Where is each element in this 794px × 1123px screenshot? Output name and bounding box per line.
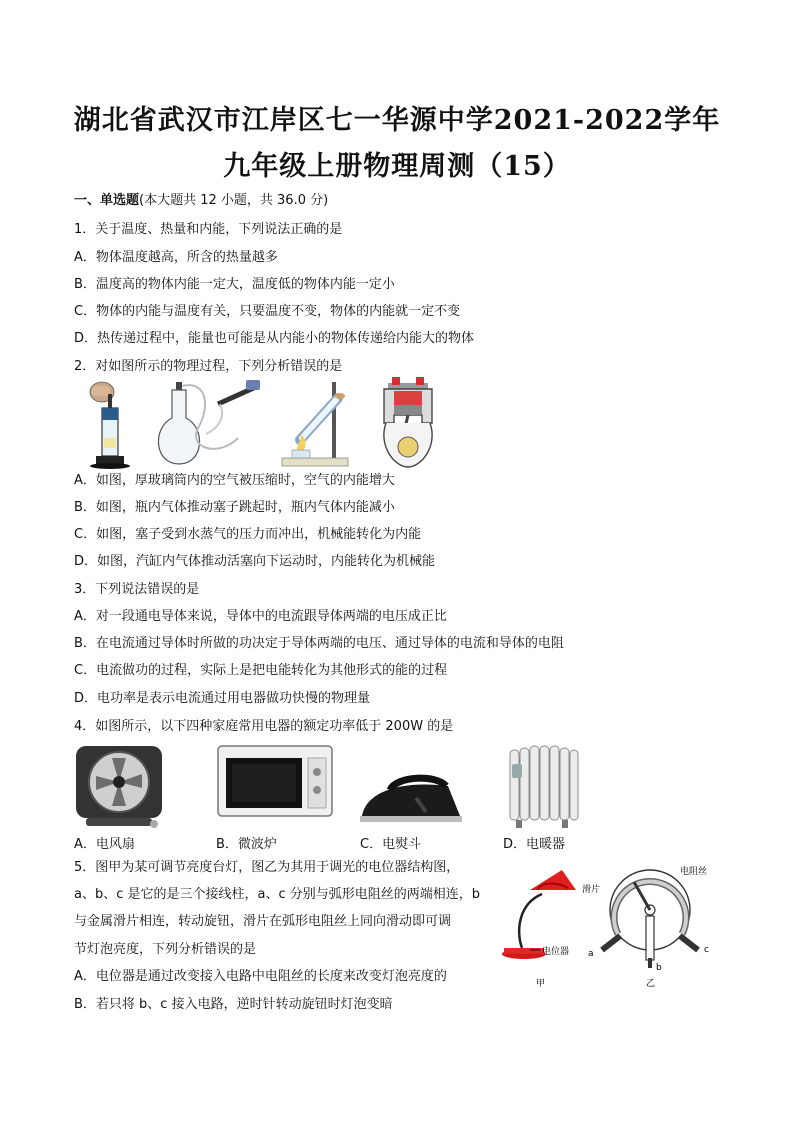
section-title: 一、单选题 <box>74 193 140 208</box>
electric-iron-figure <box>356 772 464 828</box>
q2-option-b: B．如图，瓶内气体推动塞子跳起时，瓶内气体内能减小 <box>74 500 395 515</box>
q3-option-c: C．电流做功的过程，实际上是把电能转化为其他形式的能的过程 <box>74 663 448 678</box>
q1-option-b: B．温度高的物体内能一定大，温度低的物体内能一定小 <box>74 277 395 292</box>
q3-option-b: B．在电流通过导体时所做的功决定于导体两端的电压、通过导体的电流和导体的电阻 <box>74 636 564 651</box>
q4-stem: 4．如图所示，以下四种家庭常用电器的额定功率低于 200W 的是 <box>74 719 454 734</box>
q2-option-a: A．如图，厚玻璃筒内的空气被压缩时，空气的内能增大 <box>74 473 395 488</box>
desk-lamp-drawing <box>502 870 576 959</box>
q4-caption-b: B．微波炉 <box>216 837 277 852</box>
section-heading <box>74 192 328 210</box>
q3-option-d: D．电功率是表示电流通过用电器做功快慢的物理量 <box>74 691 371 706</box>
potentiometer-label: 电位器 <box>542 947 570 957</box>
q1-option-d: D．热传递过程中，能量也可能是从内能小的物体传递给内能大的物体 <box>74 331 475 346</box>
q1-stem: 1．关于温度、热量和内能，下列说法正确的是 <box>74 222 343 237</box>
microwave-oven-figure <box>216 744 334 820</box>
q4-caption-d: D．电暖器 <box>503 837 566 852</box>
figure-label-yi: 乙 <box>646 979 656 989</box>
q3-stem: 3．下列说法错误的是 <box>74 582 200 597</box>
potentiometer-drawing <box>602 870 698 968</box>
q3-option-a: A．对一段通电导体来说，导体中的电流跟导体两端的电压成正比 <box>74 609 447 624</box>
figure-label-jia: 甲 <box>536 979 546 989</box>
q2-option-c: C．如图，塞子受到水蒸气的压力而冲出，机械能转化为内能 <box>74 527 422 542</box>
resistor-wire-label: 电阻丝 <box>680 867 708 877</box>
q4-caption-c: C．电熨斗 <box>360 837 422 852</box>
terminal-a-label: a <box>588 949 594 959</box>
q1-option-a: A．物体温度越高，所含的热量越多 <box>74 250 278 265</box>
q4-caption-a: A．电风扇 <box>74 837 135 852</box>
electric-heater-figure <box>504 744 580 830</box>
q5-stem-line2: a、b、c 是它的是三个接线柱，a、c 分别与弧形电阻丝的两端相连，b <box>74 887 480 902</box>
terminal-b-label: b <box>656 963 662 973</box>
engine-cylinder-figure <box>378 375 438 469</box>
glass-cylinder-compression-figure <box>88 378 138 470</box>
terminal-c-label: c <box>704 945 709 955</box>
q2-stem: 2．对如图所示的物理过程，下列分析错误的是 <box>74 359 343 374</box>
electric-fan-figure <box>72 744 168 830</box>
q5-stem-line1: 5．图甲为某可调节亮度台灯，图乙为其用于调光的电位器结构图， <box>74 860 460 875</box>
test-tube-steam-figure <box>278 378 350 470</box>
q5-option-a: A．电位器是通过改变接入电路中电阻丝的长度来改变灯泡亮度的 <box>74 969 447 984</box>
page-title-line1: 湖北省武汉市江岸区七一华源中学2021-2022学年 <box>73 105 721 136</box>
q5-stem-line3: 与金属滑片相连，转动旋钮，滑片在弧形电阻丝上同向滑动即可调 <box>74 914 452 929</box>
section-note: (本大题共 12 小题，共 36.0 分) <box>139 193 329 208</box>
lamp-and-potentiometer-figure <box>494 862 724 992</box>
q1-option-c: C．物体的内能与温度有关，只要温度不变，物体的内能就一定不变 <box>74 304 461 319</box>
q2-option-d: D．如图，汽缸内气体推动活塞向下运动时，内能转化为机械能 <box>74 554 436 569</box>
slider-label: 滑片 <box>582 885 601 895</box>
flask-with-pump-figure <box>148 378 266 470</box>
page-title-line2: 九年级上册物理周测（15） <box>223 151 571 182</box>
q5-option-b: B．若只将 b、c 接入电路，逆时针转动旋钮时灯泡变暗 <box>74 997 393 1012</box>
q5-stem-line4: 节灯泡亮度，下列分析错误的是 <box>74 942 257 957</box>
